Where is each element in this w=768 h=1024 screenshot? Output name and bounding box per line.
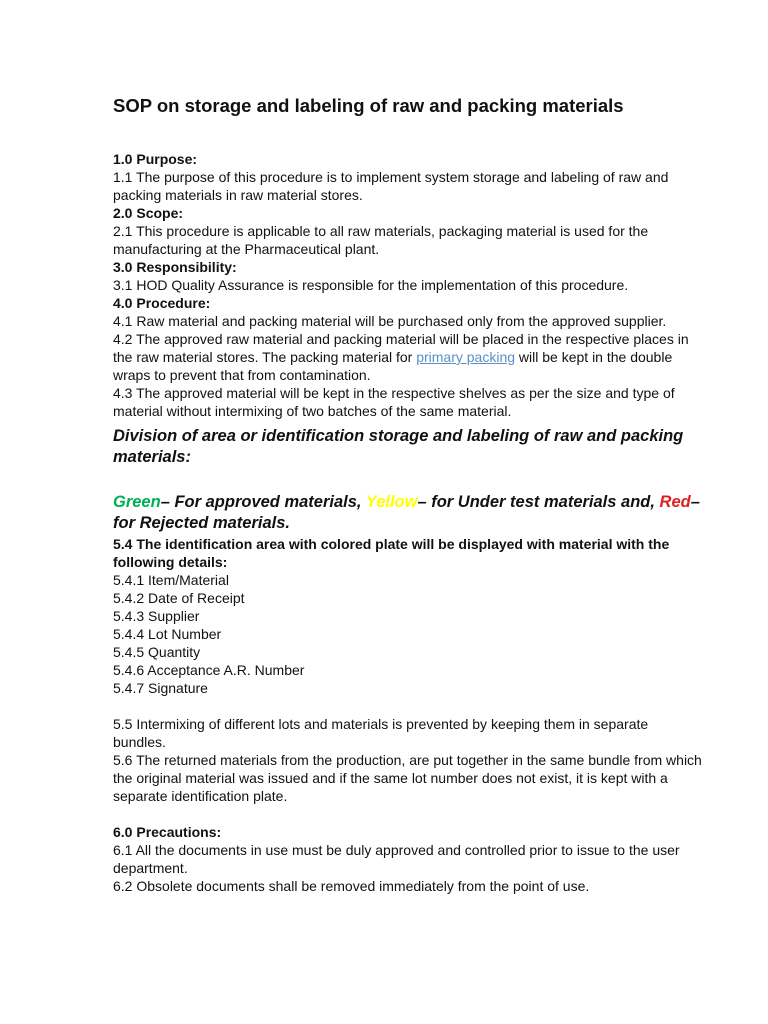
identification-item: 5.4.6 Acceptance A.R. Number (113, 662, 305, 678)
legend-green-word: Green (113, 493, 161, 511)
precautions-item-6-2: 6.2 Obsolete documents shall be removed immediately from the point of use. (113, 878, 590, 894)
identification-item: 5.4.3 Supplier (113, 608, 200, 624)
division-heading: Division of area or identification storage and labeling of raw and packing materials: (113, 427, 684, 466)
scope-heading: 2.0 Scope: (113, 205, 184, 221)
scope-text: 2.1 This procedure is applicable to all raw materials, packaging material is used for the manufacturing at the Pharmaceutical plant. (113, 223, 649, 257)
procedure-item-4-1: 4.1 Raw material and packing material will be purchased only from the approved supplier. (113, 313, 667, 329)
procedure-heading: 4.0 Procedure: (113, 295, 211, 311)
purpose-heading: 1.0 Purpose: (113, 151, 198, 167)
identification-item: 5.4.5 Quantity (113, 644, 201, 660)
precautions-item-6-1: 6.1 All the documents in use must be duly approved and controlled prior to issue to the user department. (113, 842, 680, 876)
identification-item: 5.4.2 Date of Receipt (113, 590, 245, 606)
spacer (113, 697, 703, 715)
legend-yellow-word: Yellow (365, 493, 418, 511)
procedure-item-4-2 (113, 330, 703, 384)
identification-item: 5.4.1 Item/Material (113, 572, 229, 588)
identification-heading: 5.4 The identification area with colored plate will be displayed with material with the following details: (113, 536, 670, 570)
precautions-heading: 6.0 Precautions: (113, 824, 222, 840)
legend-red-word: Red (659, 493, 691, 511)
procedure-item-4-2-text-start: 4.2 The approved raw material and packing material will be placed in the respective places in the raw material stores. The packing material for (113, 331, 689, 365)
procedure-item-4-3: 4.3 The approved material will be kept in the respective shelves as per the size and type of material without intermixing of two batches of the same material. (113, 385, 675, 419)
color-legend (113, 492, 703, 534)
intermixing-item-5-5: 5.5 Intermixing of different lots and materials is prevented by keeping them in separate bundles. (113, 716, 649, 750)
legend-red-text: – for Rejected materials. (113, 493, 700, 532)
primary-packing-link[interactable]: primary packing (416, 349, 516, 365)
legend-yellow-text: – for Under test materials and, (417, 493, 660, 511)
responsibility-text: 3.1 HOD Quality Assurance is responsible for the implementation of this procedure. (113, 277, 629, 293)
responsibility-heading: 3.0 Responsibility: (113, 259, 237, 275)
purpose-text: 1.1 The purpose of this procedure is to implement system storage and labeling of raw and packing materials in raw material stores. (113, 169, 669, 203)
procedure-item-4-2-text-end: will be kept in the double wraps to prevent that from contamination. (113, 349, 673, 383)
document-title: SOP on storage and labeling of raw and packing materials (113, 95, 624, 116)
document-page (113, 95, 703, 895)
spacer (113, 805, 703, 823)
legend-green-text: – For approved materials, (160, 493, 366, 511)
identification-item: 5.4.4 Lot Number (113, 626, 222, 642)
identification-item: 5.4.7 Signature (113, 680, 208, 696)
returned-materials-item-5-6: 5.6 The returned materials from the production, are put together in the same bundle from which the original material was issued and if the same lot number does not exist, it is kept with a separate identification plate. (113, 752, 702, 804)
